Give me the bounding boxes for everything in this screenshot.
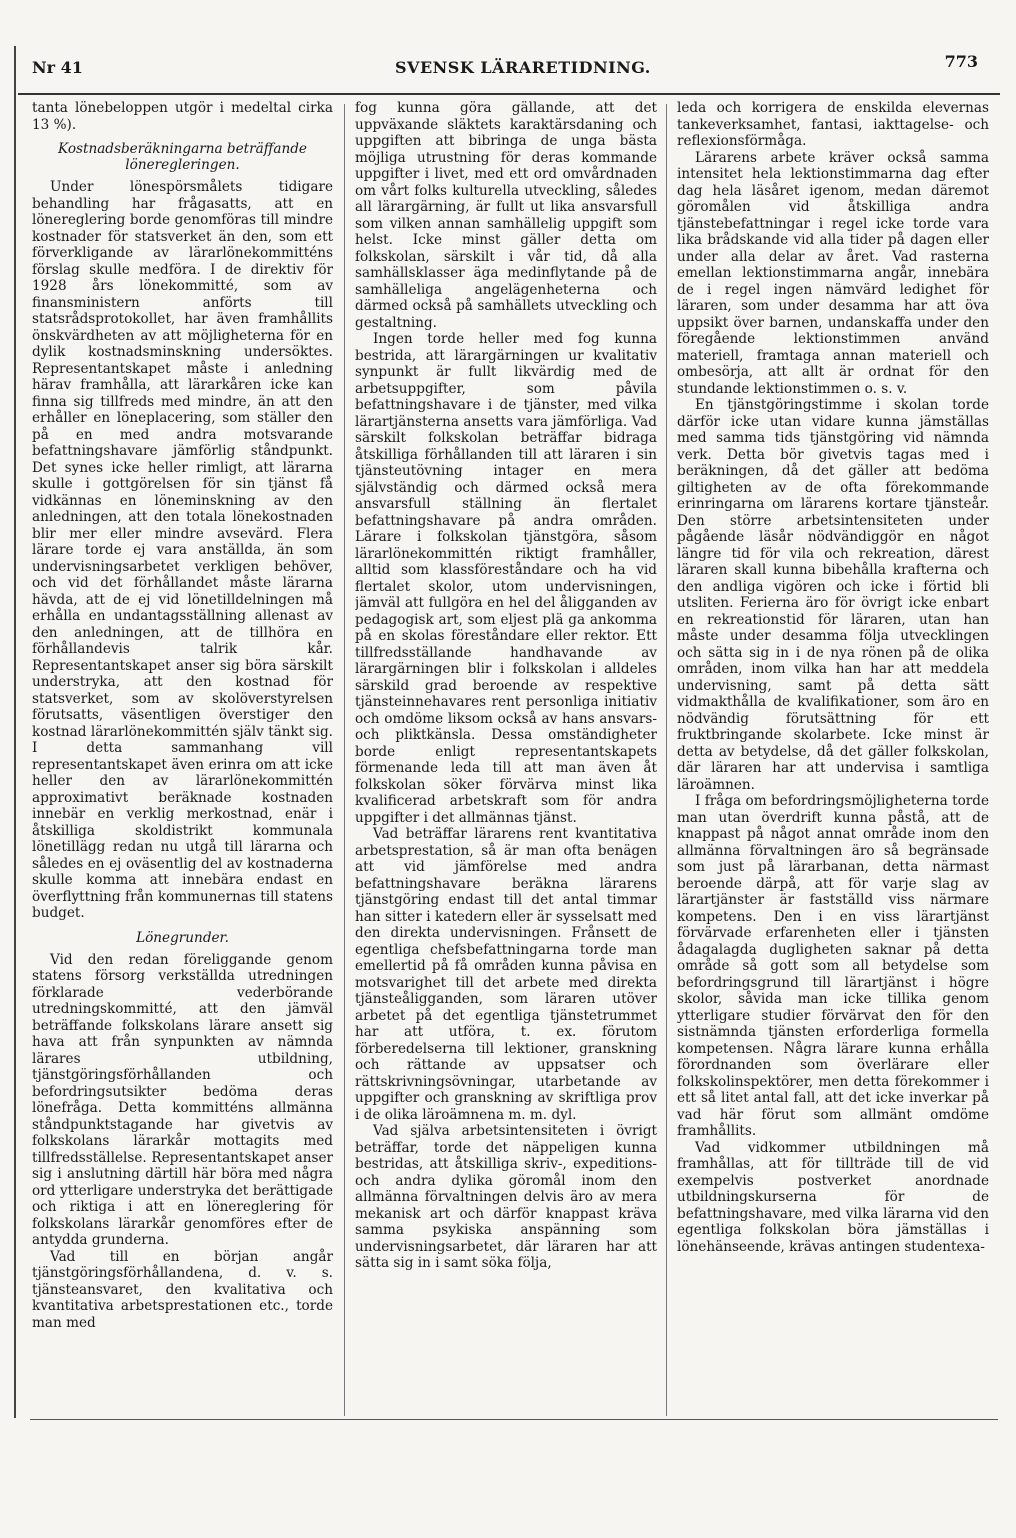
column-2 bbox=[355, 100, 657, 1410]
paragraph: Vid den redan föreliggande genom statens försorg verkställda utredningen förklarade vederbörande utredningskommitté, att den jämväl beträffande folkskolans lärare ansett sig hava att från synpunkten av nämnda lärares utbildning, tjänstgöringsförhållanden och befordringsutsikter bedöma deras lönefråga. Detta kommitténs allmänna ståndpunktstagande har givetvis av folkskolans lärarkår mottagits med tillfredsställelse. Representantskapet anser sig i anslutning därtill här böra med några ord ytterligare understryka det berättigade och riktiga i att en lönereglering för folkskolans lärarkår genomföres efter de antydda grunderna. bbox=[32, 951, 333, 1248]
paragraph: I fråga om befordringsmöjligheterna torde man utan överdrift kunna påstå, att de knappast på något annat område inom den allmänna förvaltningen äro så begränsade som just på lärarbanan, detta närmast beroende därpå, att för varje slag av lärartjänster är fastställd viss närmare kompetens. Den i en viss lärartjänst förvärvade erfarenheten eller i tjänsten ådagalagda dugligheten saknar på detta område så gott som all betydelse som befordringsgrund till lärartjänst i högre skolor, såvida man icke tillika genom ytterligare studier förvärvat den för den sistnämnda tjänsten erforderliga formella kompetensen. Några lärare kunna erhålla förordnanden som överlärare eller folkskolinspektörer, men detta förekommer i ett så litet antal fall, att det icke inverkar på vad här förut som allmänt omdöme framhållits. bbox=[677, 793, 989, 1139]
page-header bbox=[32, 52, 992, 86]
paragraph: Lärarens arbete kräver också samma intensitet hela lektionstimmarna dag efter dag hela läsåret igenom, medan däremot göromålen vid åtskilliga andra tjänstebefattningar i regel icke torde vara lika brådskande vid alla tider på dagen eller under alla delar av året. Vad rasterna emellan lektionstimmarna angår, innebära de i regel ingen nämvärd ledighet för läraren, som under desamma har att öva uppsikt över barnen, undanskaffa under den föregående lektionstimmen använd materiell, framtaga annan materiell och ombesörja, att allt är ordnat för den stundande lektionstimmen o. s. v. bbox=[677, 149, 989, 397]
paragraph: Vad beträffar lärarens rent kvantitativa arbetsprestation, så är man ofta benägen att vid jämförelse med andra befattningshavare beräkna lärarens tjänstgöring endast till det antal timmar han sitter i katedern eller är sysselsatt med den direkta undervisningen. Frånsett de egentliga chefsbefattningarna torde man emellertid på få områden kunna påvisa en motsvarighet till det arbete med direkta tjänsteåligganden, som läraren utöver arbetet på det egentliga tjänstetrummet har att utföra, t. ex. förutom förberedelserna till lektioner, granskning och rättande av uppsatser och rättskrivningsövningar, utarbetande av uppgifter och granskning av skriftliga prov i de olika läroämnena m. m. dyl. bbox=[355, 826, 657, 1123]
paragraph: Vad vidkommer utbildningen må framhållas, att för tillträde till de vid exempelvis postverket anordnade utbildningskurserna för de befattningshavare, med vilka lärarna vid den egentliga folkskolan böra jämställas i lönehänseende, krävas antingen studentexa- bbox=[677, 1139, 989, 1255]
page-number: 773 bbox=[944, 52, 978, 71]
issue-number: Nr 41 bbox=[32, 58, 83, 77]
header-rule bbox=[18, 93, 1000, 95]
paragraph: Vad själva arbetsintensiteten i övrigt beträffar, torde det näppeligen kunna bestridas, att åtskilliga skriv-, expeditions- och andra dylika göromål inom den allmänna förvaltningen delvis äro av mera mekanisk art och därför knappast kräva samma psykiska anspänning som undervisningsarbetet, där läraren har att sätta sig in i samt söka följa, bbox=[355, 1123, 657, 1271]
left-margin-rule bbox=[14, 46, 16, 1418]
publication-title: SVENSK LÄRARETIDNING. bbox=[395, 58, 651, 77]
paragraph: tanta lönebeloppen utgör i medeltal cirka 13 %). bbox=[32, 100, 333, 133]
column-3 bbox=[677, 100, 989, 1410]
paragraph: Vad till en början angår tjänstgöringsförhållandena, d. v. s. tjänsteansvaret, den kvalitativa och kvantitativa arbetsprestationen etc., torde man med bbox=[32, 1248, 333, 1331]
section-heading: Kostnadsberäkningarna beträffande löneregleringen. bbox=[58, 141, 307, 173]
article-columns bbox=[32, 100, 990, 1420]
paragraph: En tjänstgöringstimme i skolan torde därför icke utan vidare kunna jämställas med samma tids tjänstgöring vid nämnda verk. Detta bör givetvis tagas med i beräkningen, då det gäller att bedöma giltigheten av de ofta förekommande erinringarna om lärarens kortare tjänsteår. Den större arbetsintensiteten under pågående läsår nödvändiggör en något längre tid för vila och rekreation, därest läraren skall kunna bibehålla krafterna och den andliga vigören och icke i förtid bli utsliten. Ferierna äro för övrigt icke enbart en rekreationstid för läraren, utan han måste under desamma följa utvecklingen och sätta sig in i de nya rönen på de olika områden, inom vilka han har att meddela undervisning, samt på detta sätt vidmakthålla de kvalifikationer, som äro en nödvändig förutsättning för ett fruktbringande skolarbete. Icke minst är detta av betydelse, då det gäller folkskolan, där läraren har att undervisa i samtliga läroämnen. bbox=[677, 397, 989, 793]
paragraph: fog kunna göra gällande, att det uppväxande släktets karaktärsdaning och uppgiften att bibringa de unga bästa möjliga utrustning för deras kommande uppgifter i livet, med ett ord omvårdnaden om vårt folks kulturella utveckling, således all lärargärning, är fullt ut lika ansvarsfull som vilken annan samhällelig uppgift som helst. Icke minst gäller detta om folkskolan, särskilt i vår tid, då alla samhällsklasser äga medinflytande på de samhälleliga angelägenheterna och därmed också på samhällets utveckling och gestaltning. bbox=[355, 100, 657, 331]
section-heading: Lönegrunder. bbox=[136, 929, 229, 946]
bottom-rule bbox=[30, 1419, 998, 1420]
paragraph: Ingen torde heller med fog kunna bestrida, att lärargärningen ur kvalitativ synpunkt är fullt likvärdig med de arbetsuppgifter, som påvila befattningshavare i de tjänster, med vilka lärartjänsterna ansetts vara jämförliga. Vad särskilt folkskolan beträffar bidraga åtskilliga förhållanden till att läraren i sin tjänsteutövning intager en mera självständig och därmed också mera ansvarsfull ställning än flertalet befattningshavare på andra områden. Lärare i folkskolan tjänstgöra, såsom lärarlönekommittén riktigt framhåller, alltid som klassföreståndare och ha vid flertalet skolor, utom undervisningen, jämväl att fullgöra en hel del åligganden av pedagogisk art, som eljest plä ga ankomma på en skolas föreståndare eller rektor. Ett tillfredsställande handhavande av lärargärningen blir i folkskolan i alldeles särskild grad beroende av respektive tjänsteinnehavares rent personliga initiativ och omdöme liksom också av hans ansvars- och pliktkänsla. Dessa omständigheter borde enligt representantskapets förmenande leda till att man även åt folkskolan söker förvärva minst lika kvalificerad arbetskraft som för andra uppgifter i det allmännas tjänst. bbox=[355, 331, 657, 826]
column-1 bbox=[32, 100, 333, 1410]
paragraph: Under lönespörsmålets tidigare behandling har frågasatts, att en lönereglering borde genomföras till mindre kostnader för statsverket än den, som ett förverkligande av lärarlönekommitténs förslag skulle medföra. I de direktiv för 1928 års lönekommitté, som av finansministern anförts till statsrådsprotokollet, har även framhållits önskvärdheten av att möjligheterna för en dylik kostnadsminskning undersöktes. Representantskapet måste i anledning härav framhålla, att lärarkåren icke kan finna sig tillfreds med mindre, än att den erhåller en löneplacering, som ställer den på en med andra motsvarande befattningshavare jämförlig ståndpunkt. Det synes icke heller rimligt, att lärarna skulle i gottgörelsen för sin tjänst få vidkännas en löneminskning av den anledningen, att den totala lönekostnaden blir mer eller mindre avsevärd. Flera lärare torde ej vara anställda, än som undervisningsarbetet verkligen behöver, och vid det förhållandet måste lärarna hävda, att de ej vid lönetilldelningen må erhålla en undantagsställning allenast av den anledningen, att de tillhöra en förhållandevis talrik kår. Representantskapet anser sig böra särskilt understryka, att den kostnad för statsverket, som av skolöverstyrelsen förutsatts, väsentligen överstiger den kostnad lärarlönekommittén själv tänkt sig. I detta sammanhang vill representantskapet även erinra om att icke heller den av lärarlönekommittén approximativt beräknade kostnaden innebär en verklig merkostnad, enär i åtskilliga skoldistrikt kommunala lönetillägg redan nu utgå till lärarna och således en ej oväsentlig del av kostnaderna skulle komma att innebära endast en överflyttning från kommunernas till statens budget. bbox=[32, 179, 333, 921]
paragraph: leda och korrigera de enskilda elevernas tankeverksamhet, fantasi, iakttagelse- och reflexionsförmåga. bbox=[677, 100, 989, 149]
